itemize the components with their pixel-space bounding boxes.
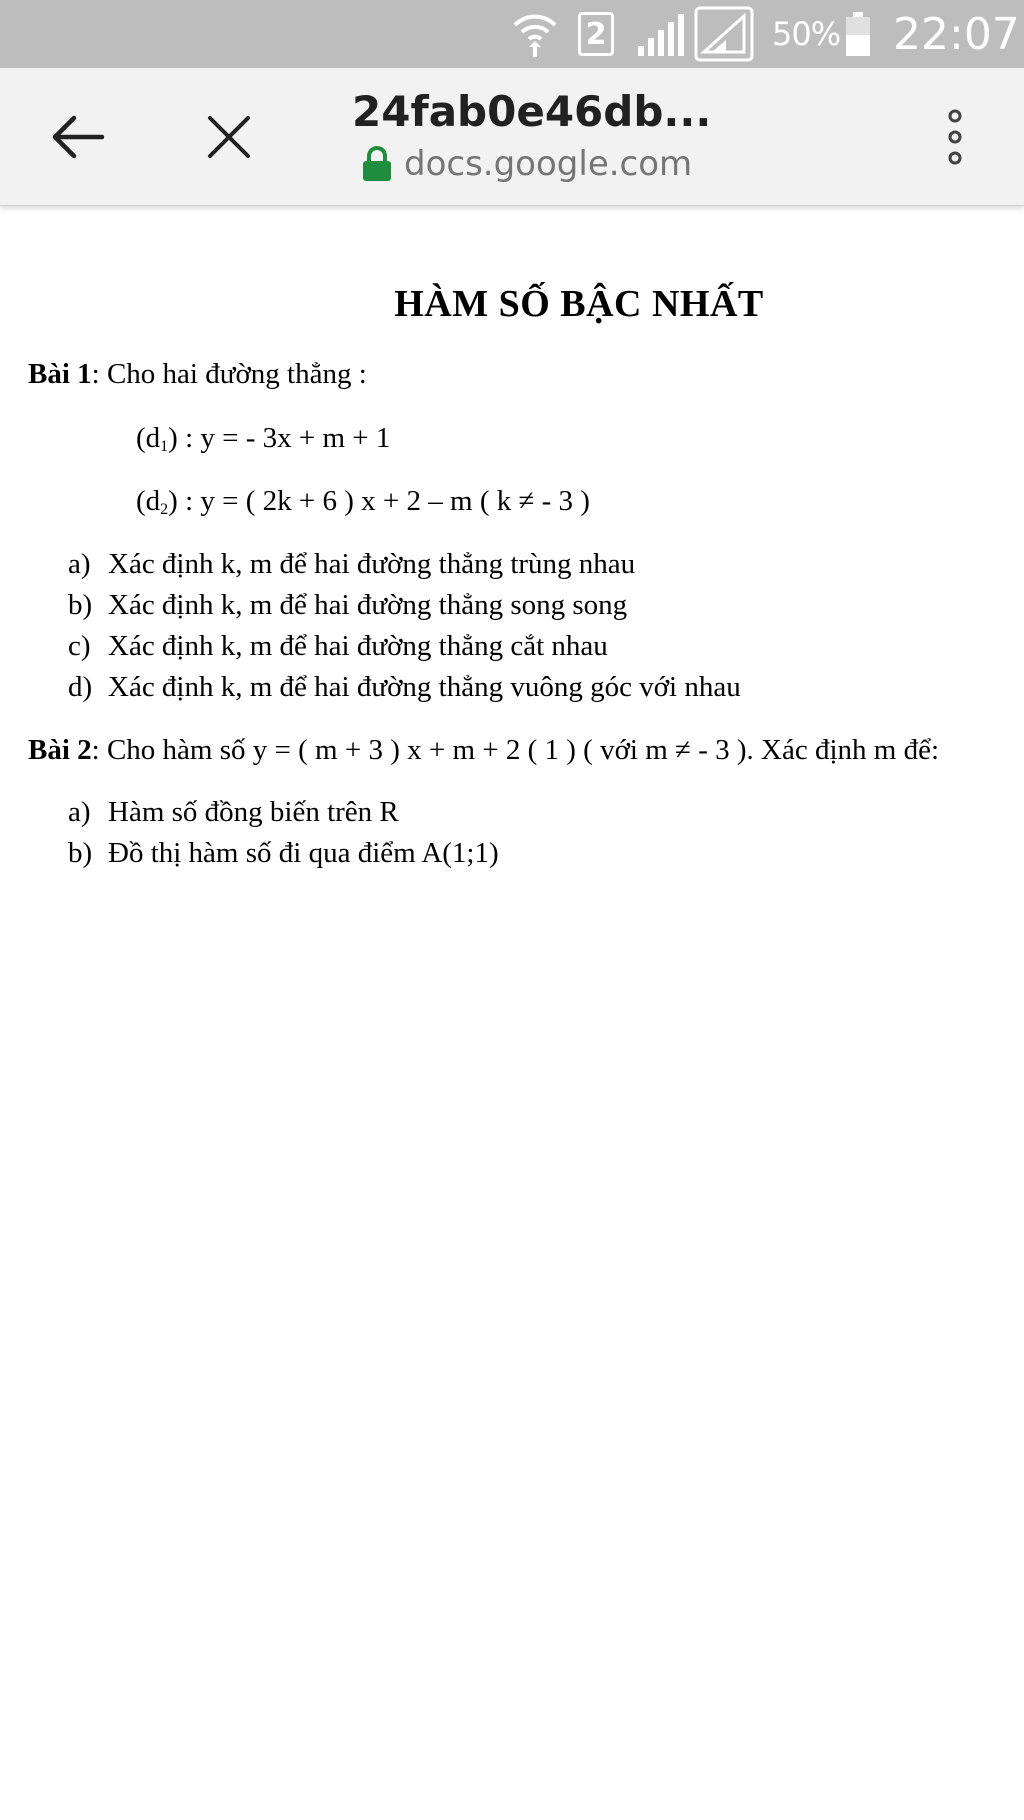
sim-icon — [578, 0, 618, 68]
eq2-sub: 2 — [160, 501, 169, 518]
list-item — [68, 587, 627, 623]
close-button[interactable] — [196, 104, 262, 170]
eq1-sub: 1 — [160, 438, 169, 455]
list-item — [68, 546, 635, 582]
list-item-text: Xác định k, m để hai đường thẳng vuông góc với nhau — [108, 671, 741, 703]
back-button[interactable] — [40, 104, 116, 170]
more-vert-icon — [945, 108, 965, 166]
eq1-prefix: (d — [136, 422, 161, 454]
list-item — [68, 669, 741, 705]
equation-d2 — [136, 483, 590, 528]
list-item-text: Xác định k, m để hai đường thẳng song song — [108, 589, 628, 621]
page-title: 24fab0e46db... — [352, 87, 712, 136]
sim-slot-number: 2 — [578, 12, 614, 56]
bai1-heading — [28, 356, 367, 392]
title-block[interactable] — [352, 86, 872, 184]
list-item-text: Xác định k, m để hai đường thẳng cắt nhau — [108, 630, 608, 662]
list-item-label: d) — [68, 671, 93, 703]
signal-icon — [636, 0, 692, 68]
list-item-text: Xác định k, m để hai đường thẳng trùng nhau — [108, 548, 636, 580]
more-menu-button[interactable] — [930, 104, 980, 170]
battery-icon — [844, 0, 874, 68]
bai1-intro: : Cho hai đường thẳng : — [91, 358, 367, 390]
browser-toolbar — [0, 68, 1024, 206]
document-title: HÀM SỐ BẬC NHẤT — [394, 283, 764, 325]
equation-d1 — [136, 420, 390, 465]
lock-icon — [362, 146, 392, 182]
close-icon — [206, 114, 252, 160]
bai2-label: Bài 2 — [28, 734, 92, 766]
status-bar — [0, 0, 1024, 68]
list-item-label: a) — [68, 796, 91, 828]
list-item-label: c) — [68, 630, 91, 662]
wifi-icon — [512, 0, 562, 68]
list-item — [68, 628, 608, 664]
list-item-label: b) — [68, 837, 93, 869]
list-item-text: Đồ thị hàm số đi qua điểm A(1;1) — [108, 837, 499, 869]
list-item-label: a) — [68, 548, 91, 580]
list-item-label: b) — [68, 589, 93, 621]
list-item-text: Hàm số đồng biến trên R — [108, 796, 399, 828]
bai2-heading — [28, 732, 939, 768]
eq1-suffix: ) : y = - 3x + m + 1 — [168, 422, 391, 454]
eq2-prefix: (d — [136, 485, 161, 517]
url-text: docs.google.com — [404, 144, 693, 184]
list-item — [68, 835, 499, 871]
bai2-intro: : Cho hàm số y = ( m + 3 ) x + m + 2 ( 1 ) ( với m ≠ - 3 ). Xác định m để: — [91, 734, 939, 766]
back-arrow-icon — [50, 114, 106, 160]
battery-percent: 50% — [772, 15, 841, 53]
eq2-suffix: ) : y = ( 2k + 6 ) x + 2 – m ( k ≠ - 3 ) — [168, 485, 590, 517]
bai1-label: Bài 1 — [28, 358, 92, 390]
clock: 22:07 — [893, 8, 1020, 60]
url-row — [362, 144, 872, 184]
signal-icon — [694, 0, 754, 68]
list-item — [68, 794, 399, 830]
